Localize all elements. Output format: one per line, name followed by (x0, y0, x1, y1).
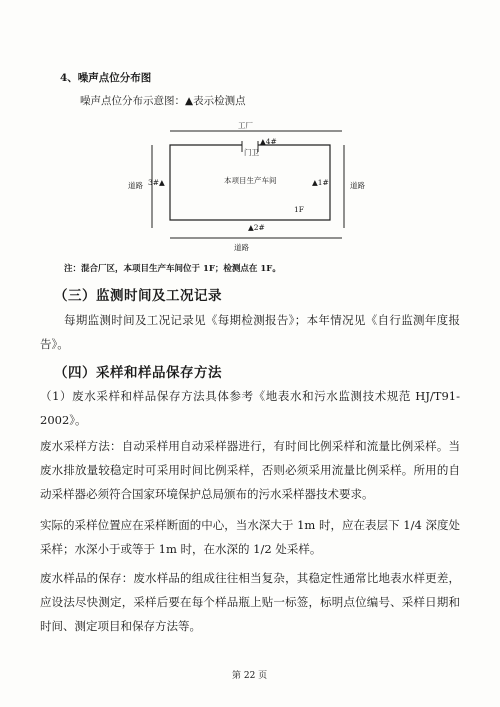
point-4: ▲4# (260, 137, 277, 146)
workshop-label: 本项目生产车间 (224, 176, 277, 185)
section-3-paragraph: 每期监测时间及工况记录见《每期检测报告》；本年情况见《自行监测年度报告》。 (40, 313, 460, 351)
point-1: ▲1# (312, 178, 329, 187)
right-road-label: 道路 (350, 181, 365, 190)
page-number: 第 22 页 (232, 671, 268, 681)
point-2: ▲2# (248, 223, 265, 232)
diagram-note: 注：混合厂区，本项目生产车间位于 1F；检测点在 1F。 (64, 264, 281, 274)
paragraph-1: （1）废水采样和样品保存方法具体参考《地表水和污水监测技术规范 HJ/T91-2002》。 (40, 389, 460, 427)
section-title: 4、噪声点位分布图 (60, 72, 152, 84)
factory-label: 工厂 (238, 121, 253, 130)
paragraph-4: 废水样品的保存：废水样品的组成往往相当复杂，其稳定性通常比地表水样更差，应设法尽快测定，采样后要在每个样品瓶上贴一标签，标明点位编号、采样日期和时间、测定项目和保存方法等。 (40, 571, 460, 633)
gate-label: 门卫 (244, 148, 259, 157)
section-4-heading: （四）采样和样品保存方法 (54, 365, 222, 381)
floor-label: 1F (294, 205, 304, 214)
bottom-road-label: 道路 (234, 243, 249, 252)
paragraph-2: 废水采样方法：自动采样用自动采样器进行，有时间比例采样和流量比例采样。当废水排放量较稳定时可采用时间比例采样，否则必须采用流量比例采样。所用的自动采样器必须符合国家环境保护总局颁布的污水采样器技术要求。 (40, 439, 460, 501)
point-3: 3#▲ (148, 178, 165, 187)
diagram-caption: 噪声点位分布示意图：▲表示检测点 (80, 95, 246, 107)
paragraph-3: 实际的采样位置应在采样断面的中心，当水深大于 1m 时，应在表层下 1/4 深度处采样；水深小于或等于 1m 时，在水深的 1/2 处采样。 (40, 518, 460, 556)
section-3-heading: （三）监测时间及工况记录 (54, 288, 222, 304)
left-road-label: 道路 (128, 181, 143, 190)
